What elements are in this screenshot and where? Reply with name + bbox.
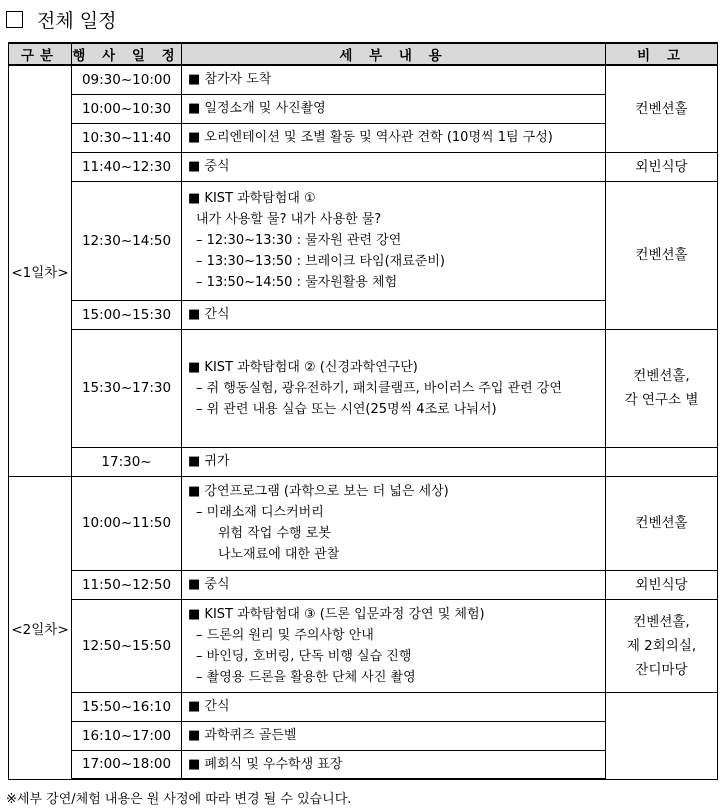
detail-line: – 미래소재 디스커버리 bbox=[196, 505, 324, 520]
time-cell: 15:00~15:30 bbox=[72, 300, 182, 329]
detail-line: ■ KIST 과학탐험대 ① bbox=[188, 191, 316, 206]
detail-line: ■ 참가자 도착 bbox=[188, 72, 272, 88]
header-category: 구분 bbox=[9, 43, 72, 65]
header-remarks: 비 고 bbox=[606, 43, 718, 65]
detail-cell bbox=[182, 94, 606, 123]
detail-line: – 13:50~14:50 : 물자원활용 체험 bbox=[196, 275, 398, 290]
time-cell: 17:00~18:00 bbox=[72, 750, 182, 779]
detail-cell bbox=[182, 152, 606, 181]
remark-line: 컨벤션홀, bbox=[633, 368, 690, 384]
time-cell: 16:10~17:00 bbox=[72, 721, 182, 750]
remark-cell: 외빈식당 bbox=[606, 152, 718, 181]
table-row bbox=[9, 599, 718, 692]
section-title-text: 전체 일정 bbox=[37, 9, 117, 32]
table-header-row bbox=[9, 43, 718, 65]
detail-cell bbox=[182, 599, 606, 692]
table-row bbox=[9, 152, 718, 181]
day1-label: <1일차> bbox=[9, 65, 72, 476]
remark-line: 각 연구소 별 bbox=[624, 392, 699, 408]
detail-cell bbox=[182, 123, 606, 152]
detail-cell bbox=[182, 750, 606, 779]
detail-line: ■ 과학퀴즈 골든벨 bbox=[188, 728, 297, 743]
remark-cell bbox=[606, 599, 718, 692]
detail-line: – 드론의 원리 및 주의사항 안내 bbox=[196, 627, 374, 643]
time-cell: 11:40~12:30 bbox=[72, 152, 182, 181]
detail-line: ■ 간식 bbox=[188, 307, 230, 322]
day2-label: <2일차> bbox=[9, 476, 72, 779]
remark-line: 제 2회의실, bbox=[626, 637, 697, 654]
section-title bbox=[6, 6, 116, 32]
time-cell: 10:00~11:50 bbox=[72, 476, 182, 570]
footnote: ※세부 강연/체험 내용은 원 사정에 따라 변경 될 수 있습니다. bbox=[6, 792, 352, 807]
remark-cell: 컨벤션홀 bbox=[606, 65, 718, 152]
remark-cell bbox=[606, 447, 718, 476]
time-cell: 11:50~12:50 bbox=[72, 570, 182, 599]
table-row bbox=[9, 329, 718, 447]
detail-line: – 12:30~13:30 : 물자원 관련 강연 bbox=[196, 233, 402, 248]
detail-line: ■ 폐회식 및 우수학생 표장 bbox=[188, 756, 343, 772]
detail-cell bbox=[182, 300, 606, 329]
table-row bbox=[9, 692, 718, 721]
time-cell: 15:30~17:30 bbox=[72, 329, 182, 447]
checkbox-icon bbox=[6, 11, 23, 28]
remark-cell: 컨벤션홀 bbox=[606, 476, 718, 570]
table-row bbox=[9, 476, 718, 570]
detail-line: ■ 오리엔테이션 및 조별 활동 및 역사관 견학 (10명씩 1팀 구성) bbox=[188, 130, 553, 145]
detail-line: – 촬영용 드론을 활용한 단체 사진 촬영 bbox=[196, 669, 416, 685]
remark-cell: 외빈식당 bbox=[606, 570, 718, 599]
schedule-table bbox=[8, 42, 718, 780]
time-cell: 10:00~10:30 bbox=[72, 94, 182, 123]
time-cell: 10:30~11:40 bbox=[72, 123, 182, 152]
detail-line: 위험 작업 수행 로봇 bbox=[218, 526, 331, 541]
detail-line: ■ 강연프로그램 (과학으로 보는 더 넓은 세상) bbox=[188, 484, 449, 499]
detail-cell bbox=[182, 570, 606, 599]
table-row bbox=[9, 447, 718, 476]
table-row bbox=[9, 570, 718, 599]
detail-line: – 13:30~13:50 : 브레이크 타임(재료준비) bbox=[196, 254, 445, 269]
detail-line: ■ 일정소개 및 사진촬영 bbox=[188, 101, 326, 116]
remark-cell: 컨벤션홀 bbox=[606, 181, 718, 329]
detail-line: ■ 중식 bbox=[188, 159, 230, 174]
detail-cell bbox=[182, 329, 606, 447]
time-cell: 12:30~14:50 bbox=[72, 181, 182, 300]
remark-line: 컨벤션홀, bbox=[633, 613, 690, 630]
header-time: 행 사 일 정 bbox=[72, 43, 182, 65]
time-cell: 09:30~10:00 bbox=[72, 65, 182, 94]
detail-line: ■ 귀가 bbox=[188, 454, 230, 469]
detail-line: – 바인딩, 호버링, 단독 비행 실습 진행 bbox=[196, 648, 412, 664]
detail-line: ■ 중식 bbox=[188, 577, 230, 592]
detail-line: ■ 간식 bbox=[188, 699, 230, 714]
table-row bbox=[9, 181, 718, 300]
detail-cell bbox=[182, 447, 606, 476]
time-cell: 17:30~ bbox=[72, 447, 182, 476]
time-cell: 12:50~15:50 bbox=[72, 599, 182, 692]
remark-cell bbox=[606, 692, 718, 779]
time-cell: 15:50~16:10 bbox=[72, 692, 182, 721]
remark-cell bbox=[606, 329, 718, 447]
table-row bbox=[9, 65, 718, 94]
detail-line: 나노재료에 대한 관찰 bbox=[218, 547, 340, 562]
remark-line: 잔디마당 bbox=[635, 661, 688, 678]
detail-cell bbox=[182, 692, 606, 721]
header-details: 세 부 내 용 bbox=[182, 43, 606, 65]
detail-line: ■ KIST 과학탐험대 ② (신경과학연구단) bbox=[188, 359, 418, 375]
detail-cell bbox=[182, 65, 606, 94]
detail-cell bbox=[182, 181, 606, 300]
detail-line: ■ KIST 과학탐험대 ③ (드론 입문과정 강연 및 체험) bbox=[188, 606, 485, 622]
detail-line: – 쥐 행동실험, 광유전하기, 패치클램프, 바이러스 주입 관련 강연 bbox=[196, 380, 562, 396]
detail-line: – 위 관련 내용 실습 또는 시연(25명씩 4조로 나눠서) bbox=[196, 401, 497, 417]
detail-line: 내가 사용할 물? 내가 사용한 물? bbox=[196, 212, 382, 227]
detail-cell bbox=[182, 721, 606, 750]
detail-cell bbox=[182, 476, 606, 570]
